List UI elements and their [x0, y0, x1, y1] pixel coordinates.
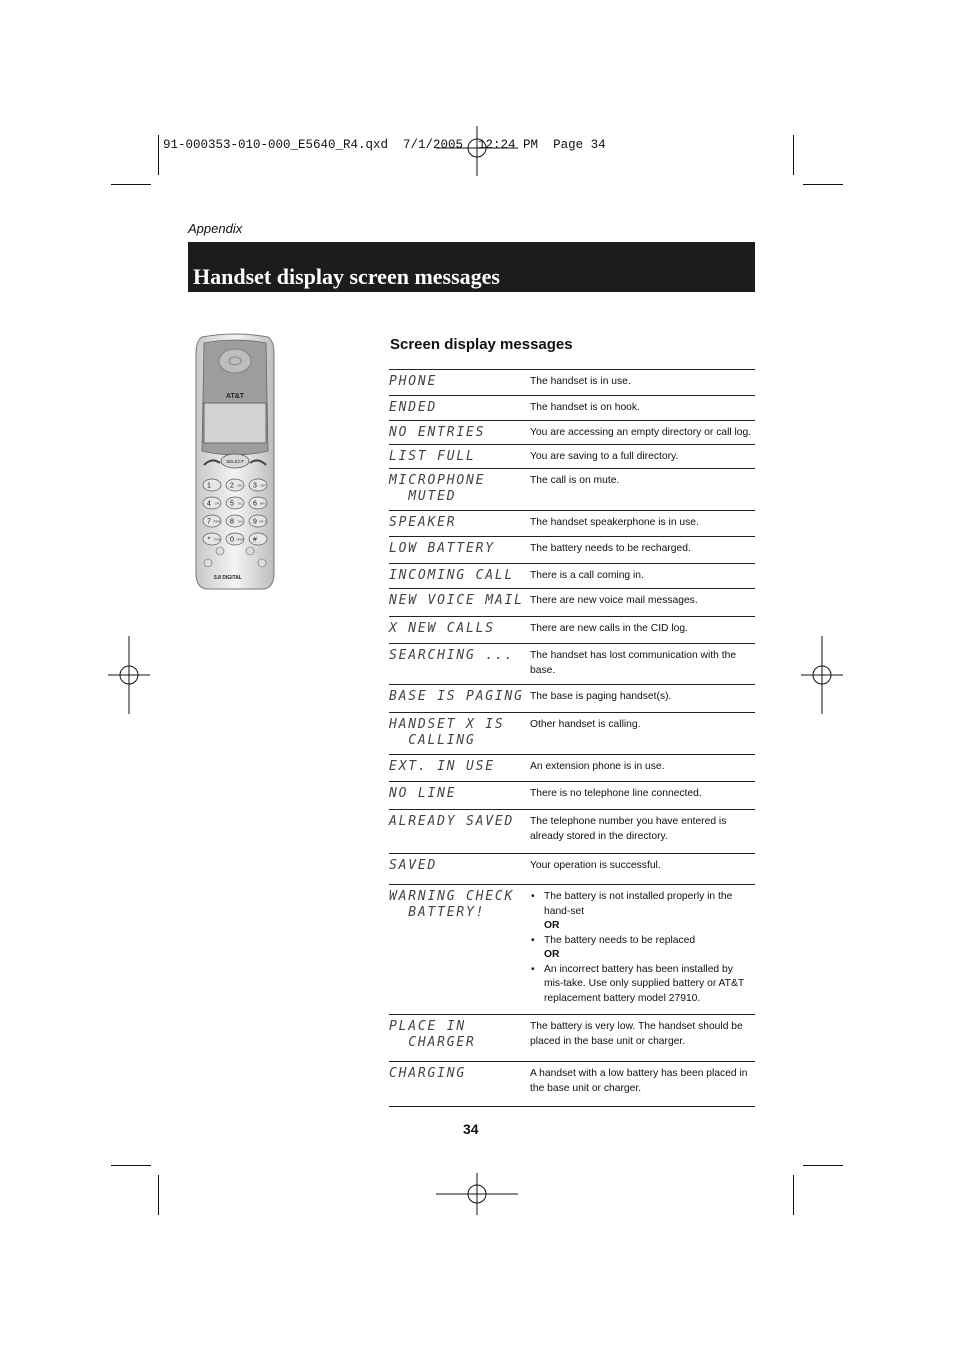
display-code-line: MUTED [389, 489, 457, 504]
display-code-line: NO LINE [389, 786, 457, 801]
key-number: 9 [253, 518, 257, 526]
display-code-line: SEARCHING ... [389, 648, 515, 663]
print-file-header: 91-000353-010-000_E5640_R4.qxd 7/1/2005 12:24 PM Page 34 [163, 138, 606, 152]
message-description [530, 644, 755, 685]
message-description [530, 396, 755, 421]
description-text: You are saving to a full directory. [530, 451, 679, 462]
description-text: The battery is very low. The handset should be placed in the base unit or charger. [530, 1021, 743, 1047]
key-letters: OPER [236, 538, 244, 542]
description-text: There are new calls in the CID log. [530, 623, 688, 634]
table-row [389, 713, 755, 755]
key-number: 4 [207, 500, 211, 508]
table-row [389, 782, 755, 810]
description-text: Other handset is calling. [530, 719, 641, 730]
key-number: 0 [230, 536, 234, 544]
display-code-line: NO ENTRIES [389, 425, 486, 440]
table-row [389, 685, 755, 713]
registration-mark-bottom [436, 1173, 518, 1215]
display-code [389, 755, 530, 782]
display-code-line: PLACE IN [389, 1019, 467, 1034]
message-description [530, 685, 755, 713]
title-banner [188, 242, 755, 292]
display-code [389, 421, 530, 445]
subheading: Screen display messages [390, 336, 573, 353]
key-number: # [253, 536, 257, 544]
display-code-line: PHONE [389, 374, 438, 389]
description-text: Your operation is successful. [530, 860, 661, 871]
display-code [389, 589, 530, 617]
description-text: The call is on mute. [530, 475, 620, 486]
message-description [530, 854, 755, 885]
display-code-line: NEW VOICE MAIL [389, 593, 524, 608]
display-code-line: LIST FULL [389, 449, 476, 464]
display-code-line: WARNING CHECK [389, 889, 515, 904]
key-number: 5 [230, 500, 234, 508]
display-code [389, 511, 530, 537]
display-code-line: CHARGER [389, 1035, 476, 1050]
keypad-key [203, 515, 221, 527]
table-row [389, 1015, 755, 1062]
display-code [389, 537, 530, 564]
key-letters: MNO [260, 502, 266, 506]
keypad-key [249, 479, 267, 491]
display-code-line: BATTERY! [389, 905, 486, 920]
bullet-item: • The battery needs to be replaced [530, 934, 755, 949]
bullet-item: • The battery is not installed properly in the hand-set [530, 890, 755, 919]
display-code [389, 1062, 530, 1107]
display-code [389, 445, 530, 469]
table-row [389, 885, 755, 1015]
display-code-line: LOW BATTERY [389, 541, 495, 556]
key-letters: WXYZ [259, 520, 267, 524]
description-text: The battery needs to be recharged. [530, 543, 691, 554]
message-description [530, 617, 755, 644]
table-row [389, 589, 755, 617]
table-row [389, 854, 755, 885]
table-row [389, 810, 755, 854]
keypad-key [249, 497, 267, 509]
table-row [389, 564, 755, 589]
message-description [530, 810, 755, 854]
description-text: The handset speakerphone is in use. [530, 517, 699, 528]
keypad-key [226, 515, 244, 527]
display-code-line: SPEAKER [389, 515, 457, 530]
key-letters: GHI [214, 502, 220, 506]
key-number: * [207, 536, 211, 544]
page-number: 34 [463, 1121, 479, 1137]
display-code [389, 885, 530, 1015]
description-text: The base is paging handset(s). [530, 691, 672, 702]
message-description [530, 511, 755, 537]
table-row [389, 1062, 755, 1107]
table-row [389, 755, 755, 782]
message-description [530, 469, 755, 511]
description-text: The handset is in use. [530, 376, 631, 387]
message-description [530, 755, 755, 782]
message-description [530, 445, 755, 469]
brand-logo: AT&T [225, 393, 245, 400]
description-text: There is a call coming in. [530, 570, 644, 581]
key-letters: DEF [260, 484, 266, 488]
message-description [530, 537, 755, 564]
display-code-line: INCOMING CALL [389, 568, 515, 583]
description-text: The telephone number you have entered is already stored in the directory. [530, 816, 727, 842]
description-text: You are accessing an empty directory or call log. [530, 427, 752, 438]
select-key-label: SELECT [226, 459, 244, 464]
display-code [389, 617, 530, 644]
section-label: Appendix [188, 221, 243, 236]
table-row [389, 537, 755, 564]
table-row [389, 421, 755, 445]
display-code-line: X NEW CALLS [389, 621, 495, 636]
key-number: 1 [207, 482, 211, 490]
keypad-key [226, 497, 244, 509]
key-letters: TONE [213, 538, 221, 542]
description-text: There are new voice mail messages. [530, 595, 698, 606]
table-row [389, 445, 755, 469]
keypad-key [203, 497, 221, 509]
keypad-key [203, 533, 221, 545]
display-code [389, 469, 530, 511]
registration-mark-top [436, 126, 518, 176]
key-number: 6 [253, 500, 257, 508]
key-number: 7 [207, 518, 211, 526]
table-row [389, 469, 755, 511]
message-description [530, 1062, 755, 1107]
display-code-line: HANDSET X IS [389, 717, 505, 732]
key-letters: PQRS [213, 520, 221, 524]
description-text: The handset has lost communication with the base. [530, 650, 737, 676]
table-row [389, 617, 755, 644]
display-code [389, 644, 530, 685]
table-row [389, 511, 755, 537]
or-label: OR [544, 949, 560, 960]
display-code-line: CHARGING [389, 1066, 467, 1081]
model-badge: 5.8 DIGITAL [214, 575, 242, 581]
display-code [389, 713, 530, 755]
display-code [389, 1015, 530, 1062]
display-code [389, 564, 530, 589]
table-row [389, 396, 755, 421]
keypad-key [249, 515, 267, 527]
key-letters: ABC [237, 484, 243, 488]
registration-mark-right [801, 636, 843, 714]
keypad-key [226, 533, 244, 545]
display-code-line: CALLING [389, 733, 476, 748]
message-description [530, 782, 755, 810]
key-number: 3 [253, 482, 257, 490]
display-code-line: BASE IS PAGING [389, 689, 524, 704]
description-text: A handset with a low battery has been placed in the base unit or charger. [530, 1068, 748, 1094]
display-code-line: EXT. IN USE [389, 759, 495, 774]
message-description [530, 589, 755, 617]
message-description [530, 421, 755, 445]
message-description [530, 713, 755, 755]
display-code [389, 854, 530, 885]
description-text: The handset is on hook. [530, 402, 640, 413]
bullet-item: • An incorrect battery has been installed by mis-take. Use only supplied battery or AT&T replacement battery model 27910. [530, 963, 755, 1007]
page-title: Handset display screen messages [193, 264, 500, 289]
messages-table [389, 369, 755, 1107]
display-code [389, 685, 530, 713]
message-description [530, 564, 755, 589]
display-code-line: MICROPHONE [389, 473, 486, 488]
message-description [530, 1015, 755, 1062]
keypad-key [203, 479, 221, 491]
handset-illustration [192, 333, 278, 591]
table-row [389, 644, 755, 685]
key-letters: JKL [237, 502, 243, 506]
key-number: 2 [230, 482, 234, 490]
key-letters: TUV [237, 520, 243, 524]
display-code [389, 782, 530, 810]
description-text: There is no telephone line connected. [530, 788, 702, 799]
or-label: OR [544, 920, 560, 931]
description-text: An extension phone is in use. [530, 761, 665, 772]
key-number: 8 [230, 518, 234, 526]
display-code-line: ENDED [389, 400, 438, 415]
message-description [530, 370, 755, 396]
registration-mark-left [108, 636, 150, 714]
display-code-line: ALREADY SAVED [389, 814, 515, 829]
display-code [389, 810, 530, 854]
keypad-key [226, 479, 244, 491]
message-description [530, 885, 755, 1015]
keypad-key [249, 533, 267, 545]
table-row [389, 370, 755, 396]
display-code-line: SAVED [389, 858, 438, 873]
display-code [389, 370, 530, 396]
display-code [389, 396, 530, 421]
